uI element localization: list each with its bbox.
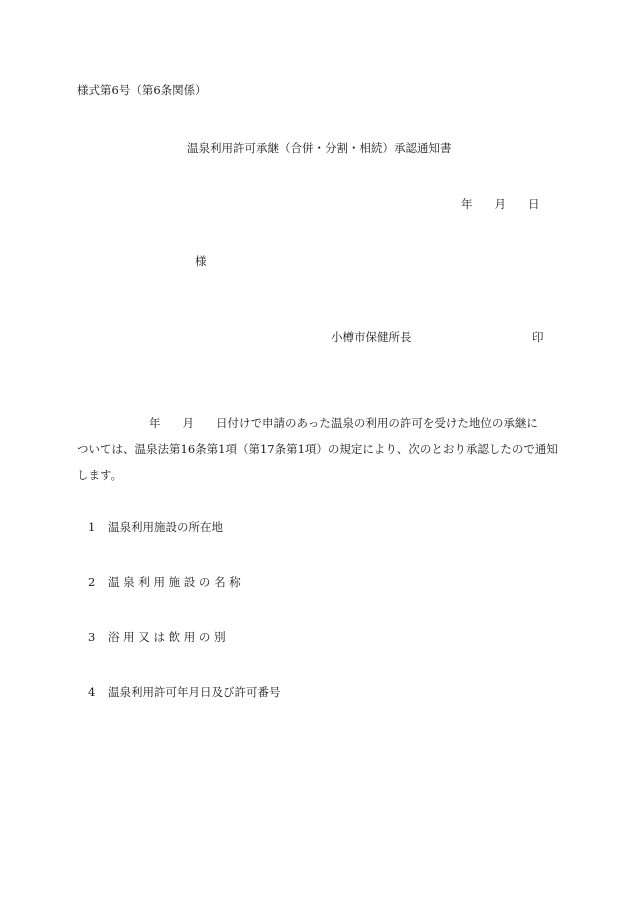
form-number: 様式第6号（第6条関係） bbox=[77, 83, 207, 97]
body-line-2: ついては、温泉法第16条第1項（第17条第1項）の規定により、次のとおり承認したので通知 bbox=[77, 442, 558, 456]
date-month: 月 bbox=[494, 197, 506, 211]
item-location bbox=[88, 522, 223, 534]
item-label: 温泉利用許可年月日及び許可番号 bbox=[108, 685, 281, 699]
item-facility-name bbox=[88, 577, 241, 589]
item-number: 2 bbox=[88, 575, 96, 589]
item-usage-type bbox=[88, 632, 226, 644]
notice-body bbox=[77, 410, 559, 488]
date-day: 日 bbox=[528, 197, 540, 211]
item-label: 温泉利用施設の所在地 bbox=[108, 520, 223, 534]
addressee-suffix: 様 bbox=[195, 254, 207, 268]
seal-mark: 印 bbox=[532, 330, 544, 344]
item-label: 温 泉 利 用 施 設 の 名 称 bbox=[108, 575, 241, 589]
body-line-3: します。 bbox=[77, 468, 123, 482]
body-line-1-rest: 日付けで申請のあった温泉の利用の許可を受けた地位の承継に bbox=[216, 416, 538, 430]
item-label: 浴 用 又 は 飲 用 の 別 bbox=[108, 630, 226, 644]
document-title: 温泉利用許可承継（合併・分割・相続）承認通知書 bbox=[187, 141, 452, 155]
item-permit-info bbox=[88, 687, 281, 699]
item-number: 1 bbox=[88, 520, 96, 534]
item-number: 4 bbox=[88, 685, 96, 699]
date-year: 年 bbox=[461, 197, 473, 211]
date-line bbox=[461, 199, 540, 211]
item-number: 3 bbox=[88, 630, 96, 644]
body-year: 年 bbox=[149, 416, 161, 430]
issuer-name: 小樽市保健所長 bbox=[331, 330, 412, 344]
body-month: 月 bbox=[182, 416, 194, 430]
body-line-1 bbox=[77, 410, 559, 436]
